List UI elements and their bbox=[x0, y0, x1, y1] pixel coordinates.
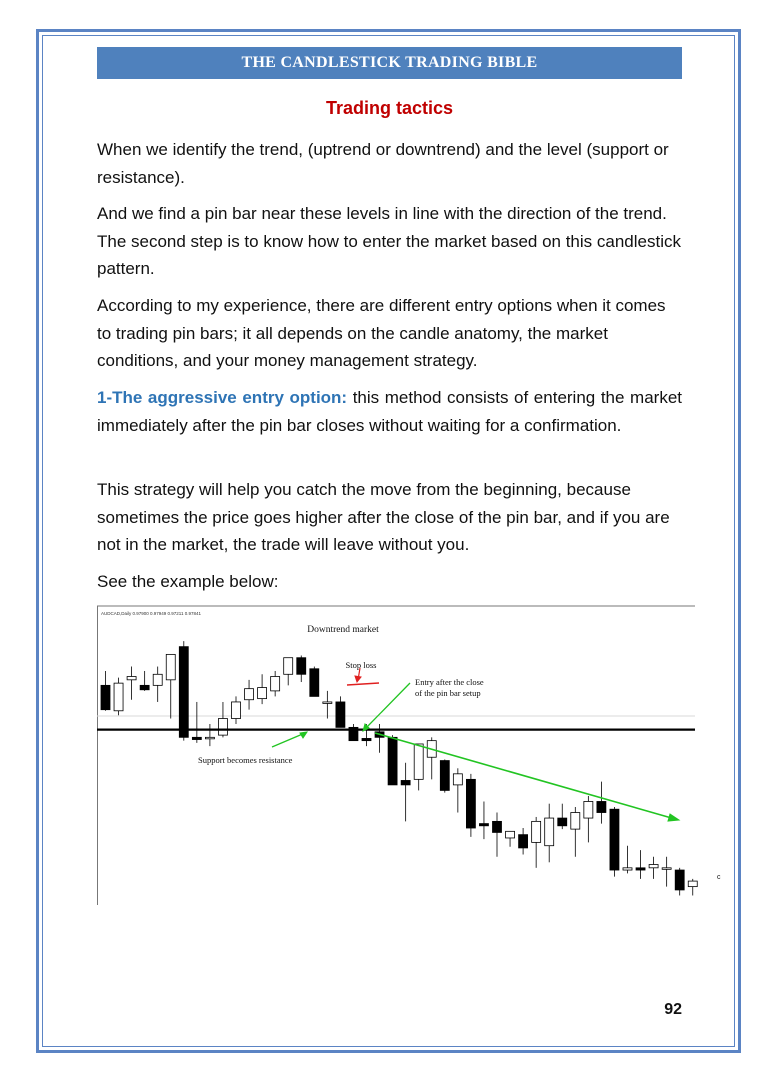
candle-body-bearish bbox=[493, 821, 502, 832]
candle-body-bullish bbox=[414, 744, 423, 779]
stop-loss-marker bbox=[347, 668, 379, 685]
chart-title: Downtrend market bbox=[307, 625, 379, 635]
candle-body-bullish bbox=[323, 702, 332, 704]
entry-arrow bbox=[365, 683, 410, 729]
stop-loss-arrowhead bbox=[355, 676, 361, 682]
chart-symbol-label: AUDCAD,Daily 0.97900 0.97949 0.97211 0.97841 bbox=[101, 611, 201, 616]
paragraph-5: This strategy will help you catch the move from the beginning, because sometimes the price goes higher after the close of the pin bar, and if you are not in the market, the trade will leave without you. bbox=[97, 480, 670, 554]
candle-body-bullish bbox=[245, 689, 254, 700]
entry-label-line2: of the pin bar setup bbox=[415, 688, 481, 698]
candle-body-bullish bbox=[662, 868, 671, 870]
candle-body-bullish bbox=[114, 683, 123, 711]
candle-body-bearish bbox=[101, 685, 110, 709]
page-number: 92 bbox=[664, 1001, 682, 1018]
candle-body-bearish bbox=[401, 780, 410, 784]
candle-body-bearish bbox=[440, 761, 449, 791]
candlestick-chart bbox=[97, 603, 721, 905]
entry-option-heading: 1-The aggressive entry option: bbox=[97, 388, 348, 407]
candle-body-bullish bbox=[571, 813, 580, 830]
candle-body-bullish bbox=[545, 818, 554, 846]
support-label: Support becomes resistance bbox=[198, 755, 293, 765]
candle-body-bullish bbox=[506, 831, 515, 838]
candle-body-bearish bbox=[179, 647, 188, 738]
candle-body-bearish bbox=[558, 818, 567, 826]
candle-body-bearish bbox=[636, 868, 645, 870]
support-arrow bbox=[272, 733, 305, 747]
candle-body-bearish bbox=[192, 737, 201, 739]
paragraph-6: See the example below: bbox=[97, 572, 279, 591]
support-arrowhead bbox=[300, 732, 307, 738]
candle-body-bullish bbox=[284, 658, 293, 675]
candle-body-bullish bbox=[649, 865, 658, 868]
candle-body-bullish bbox=[623, 868, 632, 870]
candle-body-bullish bbox=[258, 688, 267, 699]
candles-group bbox=[101, 641, 697, 895]
chart-svg bbox=[97, 603, 721, 905]
candle-body-bullish bbox=[688, 881, 697, 887]
downtrend-arrowhead bbox=[668, 814, 679, 821]
candle-body-bullish bbox=[127, 677, 136, 680]
paragraph-4 bbox=[97, 384, 682, 439]
candle-body-bullish bbox=[271, 677, 280, 691]
paragraph-2: And we find a pin bar near these levels in line with the direction of the trend. The second step is to know how to enter the market based on this candlestick pattern. bbox=[97, 204, 681, 278]
chart-corner-mark: c bbox=[717, 874, 721, 881]
book-title-banner bbox=[97, 47, 682, 79]
entry-label-line1: Entry after the close bbox=[415, 677, 484, 687]
candle-body-bullish bbox=[584, 801, 593, 818]
candle-body-bullish bbox=[232, 702, 241, 719]
candle-body-bullish bbox=[153, 674, 162, 685]
book-title: THE CANDLESTICK TRADING BIBLE bbox=[241, 54, 538, 71]
candle-body-bullish bbox=[218, 719, 227, 736]
stop-loss-label: Stop loss bbox=[345, 660, 377, 670]
candle-body-bearish bbox=[519, 835, 528, 848]
candle-body-bullish bbox=[532, 821, 541, 842]
candle-body-bearish bbox=[388, 737, 397, 785]
candle-body-bearish bbox=[297, 658, 306, 675]
candle-body-bearish bbox=[140, 685, 149, 689]
candle-body-bullish bbox=[166, 654, 175, 679]
candle-body-bearish bbox=[466, 779, 475, 828]
candle-body-bearish bbox=[675, 870, 684, 890]
candle-body-bullish bbox=[453, 774, 462, 785]
candle-body-bearish bbox=[597, 801, 606, 812]
candle-body-bearish bbox=[479, 824, 488, 826]
candle-body-bearish bbox=[362, 738, 371, 740]
candle-body-bearish bbox=[336, 702, 345, 727]
candle-body-bearish bbox=[310, 669, 319, 697]
section-title: Trading tactics bbox=[325, 98, 454, 118]
paragraph-1: When we identify the trend, (uptrend or downtrend) and the level (support or resistance). bbox=[97, 140, 669, 187]
entry-option-text: this method consists of entering the market immediately after the pin bar closes without waiting for a confirmation. bbox=[97, 388, 683, 435]
paragraph-3: According to my experience, there are different entry options when it comes to trading pin bars; it all depends on the candle anatomy, the market conditions, and your money management strategy. bbox=[97, 296, 666, 370]
candle-body-bearish bbox=[610, 809, 619, 870]
candle-body-bullish bbox=[205, 737, 214, 739]
stop-loss-line bbox=[347, 683, 379, 685]
